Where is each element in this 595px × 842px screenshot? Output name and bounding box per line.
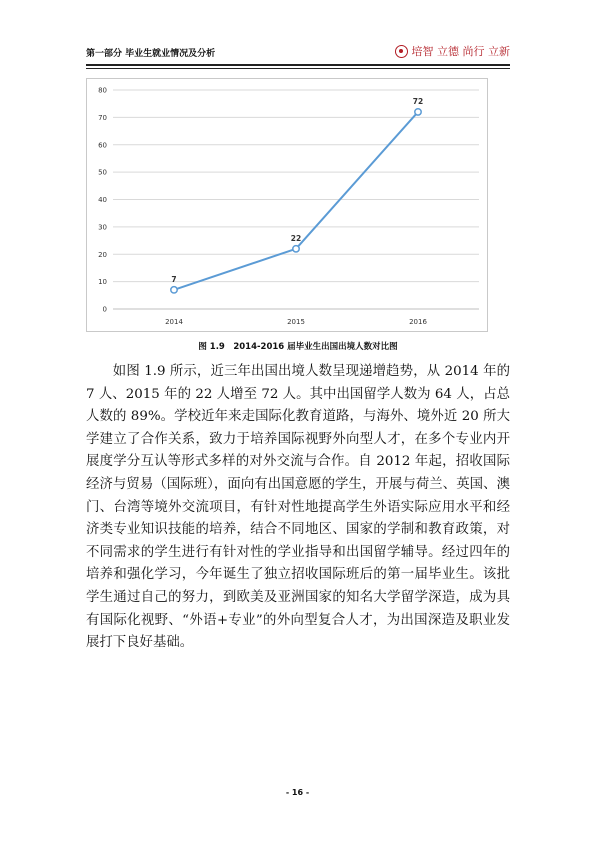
y-tick-label: 80 <box>98 86 107 95</box>
x-tick-label: 2014 <box>165 318 183 326</box>
y-tick-label: 20 <box>98 250 107 259</box>
school-emblem-icon <box>395 45 408 58</box>
series-line <box>174 112 418 290</box>
body-paragraph: 如图 1.9 所示，近三年出国出境人数呈现递增趋势，从 2014 年的 7 人、2015 年的 22 人增至 72 人。其中出国留学人数为 64 人，占总人数的 89%。学校近年来走国际化教育道路，与海外、境外近 20 所大学建立了合作关系，致力于培养国际视野外向型人才，在多个专业内开展度学分互认等形式多样的对外交流与合作。自 2012 年起，招收国际经济与贸易（国际班），面向有出国意愿的学生，开展与荷兰、英国、澳门、台湾等境外交流项目，有针对性地提高学生外语实际应用水平和经济类专业知识技能的培养，结合不同地区、国家的学制和教育政策，对不同需求的学生进行有针对性的学业指导和出国留学辅导。经过四年的培养和强化学习，今年诞生了独立招收国际班后的第一届毕业生。该批学生通过自己的努力，到欧美及亚洲国家的知名大学留学深造，成为具有国际化视野、“外语+专业”的外向型复合人才，为出国深造及职业发展打下良好基础。 <box>86 364 510 651</box>
school-logo <box>395 42 511 60</box>
section-title: 第一部分 毕业生就业情况及分析 <box>86 49 216 59</box>
data-point <box>171 287 177 293</box>
chart-canvas <box>87 79 489 333</box>
y-tick-label: 40 <box>98 196 107 204</box>
x-tick-label: 2015 <box>287 318 305 326</box>
y-tick-label: 0 <box>102 305 107 314</box>
line-chart <box>86 78 488 332</box>
y-tick-label: 30 <box>98 223 107 232</box>
figure-caption: 图 1.9 2014-2016 届毕业生出国出境人数对比图 <box>198 342 398 352</box>
x-tick-label: 2016 <box>409 318 427 326</box>
data-point <box>293 246 299 252</box>
header-divider-thin <box>86 68 510 69</box>
page-number: - 16 - <box>285 788 310 797</box>
data-point <box>415 109 421 115</box>
header-divider <box>86 64 510 66</box>
y-tick-label: 70 <box>98 113 107 122</box>
data-label: 7 <box>171 274 177 284</box>
school-motto: 培智 立德 尚行 立新 <box>411 45 510 58</box>
y-tick-label: 10 <box>98 278 107 287</box>
y-tick-label: 50 <box>98 168 107 177</box>
data-label: 72 <box>412 96 424 106</box>
page-header <box>86 40 510 64</box>
data-label: 22 <box>290 233 302 243</box>
y-tick-label: 60 <box>98 141 107 150</box>
